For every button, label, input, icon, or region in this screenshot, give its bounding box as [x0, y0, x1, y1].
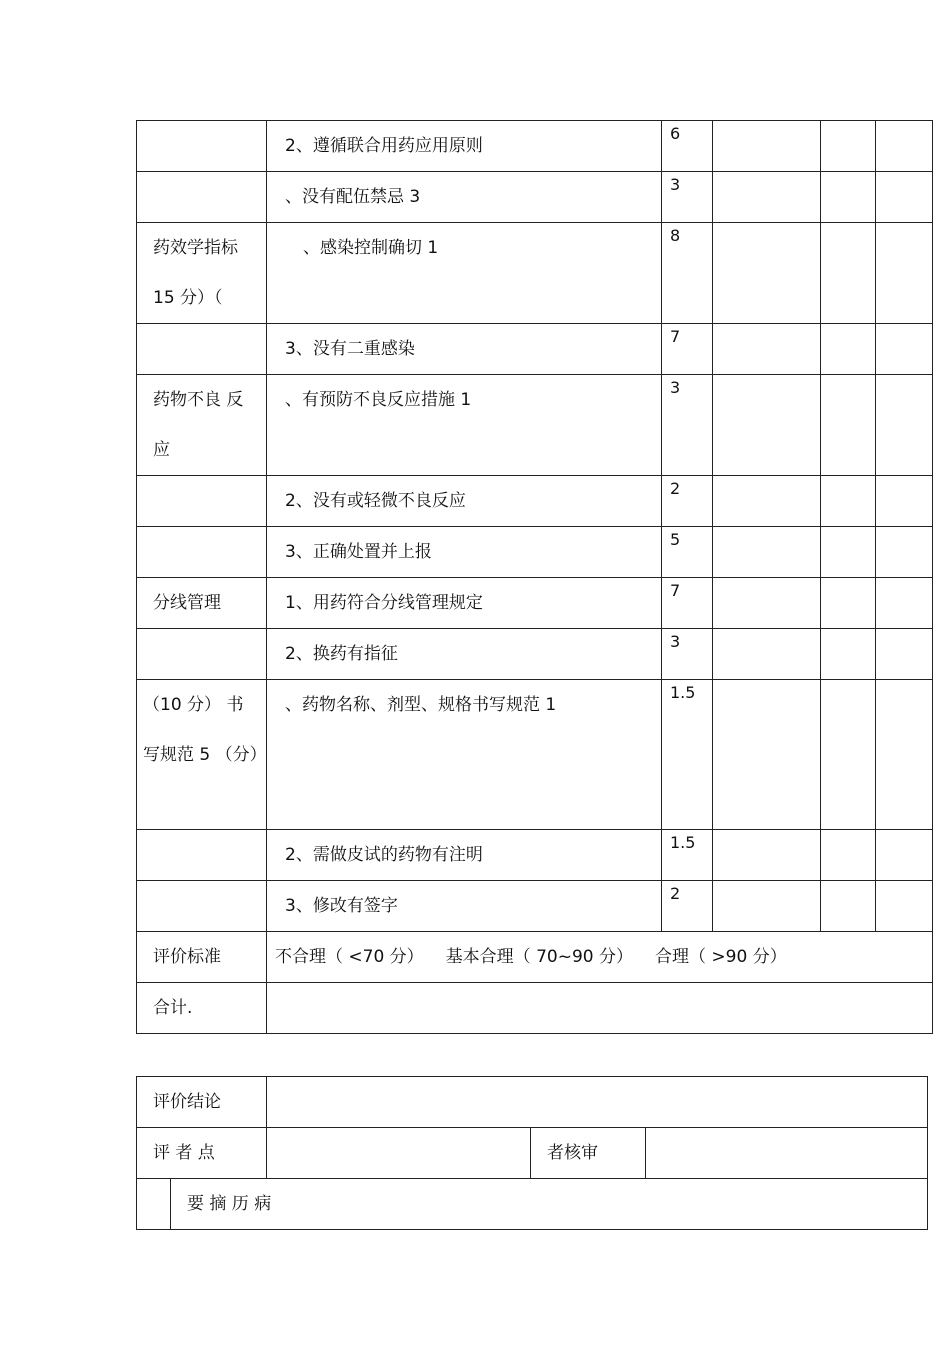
blank-cell	[876, 830, 933, 881]
blank-cell	[713, 881, 821, 932]
blank-cell	[876, 578, 933, 629]
score-cell: 7	[662, 324, 713, 375]
category-cell	[137, 121, 267, 172]
evaluation-table	[136, 120, 933, 1034]
total-value	[267, 983, 933, 1034]
score-cell: 1.5	[662, 830, 713, 881]
category-cell	[137, 324, 267, 375]
blank-cell	[821, 324, 876, 375]
blank-cell	[713, 476, 821, 527]
table-row	[137, 121, 933, 172]
table-row	[137, 324, 933, 375]
table-row	[137, 172, 933, 223]
category-cell	[137, 476, 267, 527]
criterion-cell: 2、换药有指征	[267, 629, 662, 680]
summary-label: 要 摘 历 病	[171, 1179, 928, 1230]
blank-cell	[821, 223, 876, 324]
blank-cell	[876, 881, 933, 932]
blank-cell	[713, 324, 821, 375]
conclusion-label: 评价结论	[137, 1077, 267, 1128]
table-row	[137, 527, 933, 578]
blank-cell	[821, 629, 876, 680]
category-cell	[137, 830, 267, 881]
auditor-label: 者核审	[531, 1128, 646, 1179]
criterion-cell: 、有预防不良反应措施 1	[267, 375, 662, 476]
criterion-cell: 3、没有二重感染	[267, 324, 662, 375]
standard-basic: 基本合理（ 70~90 分）	[445, 947, 634, 967]
table-row	[137, 881, 933, 932]
reviewer-row	[137, 1128, 928, 1179]
blank-cell	[876, 324, 933, 375]
blank-cell	[821, 476, 876, 527]
table-row	[137, 680, 933, 830]
total-row	[137, 983, 933, 1034]
criterion-cell: 2、没有或轻微不良反应	[267, 476, 662, 527]
category-cell: 药效学指标 15 分）（	[137, 223, 267, 324]
blank-cell	[821, 527, 876, 578]
score-cell: 6	[662, 121, 713, 172]
blank-cell	[876, 121, 933, 172]
criterion-cell: 3、正确处置并上报	[267, 527, 662, 578]
standard-unreasonable: 不合理（ <70 分）	[275, 947, 424, 967]
category-cell	[137, 881, 267, 932]
auditor-value	[646, 1128, 928, 1179]
standard-items	[267, 932, 933, 983]
blank-cell	[713, 527, 821, 578]
blank-cell	[876, 375, 933, 476]
category-cell	[137, 629, 267, 680]
criterion-cell: 1、用药符合分线管理规定	[267, 578, 662, 629]
score-cell: 3	[662, 375, 713, 476]
table-row	[137, 578, 933, 629]
category-cell: 分线管理	[137, 578, 267, 629]
blank-cell	[876, 680, 933, 830]
conclusion-table	[136, 1076, 928, 1230]
score-cell: 5	[662, 527, 713, 578]
conclusion-row	[137, 1077, 928, 1128]
score-cell: 8	[662, 223, 713, 324]
blank-cell	[713, 121, 821, 172]
blank-cell	[876, 629, 933, 680]
blank-cell	[821, 172, 876, 223]
blank-cell	[713, 680, 821, 830]
table-row	[137, 830, 933, 881]
score-cell: 2	[662, 476, 713, 527]
blank-cell	[821, 680, 876, 830]
category-cell: （10 分） 书写规范 5 （分）	[137, 680, 267, 830]
blank-cell	[713, 830, 821, 881]
criterion-cell: 、感染控制确切 1	[267, 223, 662, 324]
blank-cell	[713, 172, 821, 223]
blank-cell	[821, 375, 876, 476]
standard-label: 评价标准	[137, 932, 267, 983]
summary-blank	[137, 1179, 171, 1230]
criterion-cell: 3、修改有签字	[267, 881, 662, 932]
blank-cell	[713, 223, 821, 324]
reviewer-value	[267, 1128, 531, 1179]
score-cell: 2	[662, 881, 713, 932]
criterion-cell: 2、遵循联合用药应用原则	[267, 121, 662, 172]
blank-cell	[821, 830, 876, 881]
summary-row	[137, 1179, 928, 1230]
blank-cell	[876, 223, 933, 324]
blank-cell	[713, 375, 821, 476]
category-cell: 药物不良 反应	[137, 375, 267, 476]
category-cell	[137, 172, 267, 223]
blank-cell	[876, 476, 933, 527]
blank-cell	[821, 881, 876, 932]
reviewer-label: 评 者 点	[137, 1128, 267, 1179]
blank-cell	[876, 527, 933, 578]
score-cell: 7	[662, 578, 713, 629]
score-cell: 3	[662, 629, 713, 680]
standard-reasonable: 合理（ >90 分）	[655, 947, 787, 967]
table-row	[137, 223, 933, 324]
conclusion-value	[267, 1077, 928, 1128]
score-cell: 1.5	[662, 680, 713, 830]
table-row	[137, 375, 933, 476]
total-label: 合计.	[137, 983, 267, 1034]
blank-cell	[876, 172, 933, 223]
score-cell: 3	[662, 172, 713, 223]
blank-cell	[821, 578, 876, 629]
table-row	[137, 629, 933, 680]
criterion-cell: 、药物名称、剂型、规格书写规范 1	[267, 680, 662, 830]
category-cell	[137, 527, 267, 578]
blank-cell	[821, 121, 876, 172]
table-row	[137, 476, 933, 527]
blank-cell	[713, 629, 821, 680]
criterion-cell: 2、需做皮试的药物有注明	[267, 830, 662, 881]
blank-cell	[713, 578, 821, 629]
criterion-cell: 、没有配伍禁忌 3	[267, 172, 662, 223]
standard-row	[137, 932, 933, 983]
